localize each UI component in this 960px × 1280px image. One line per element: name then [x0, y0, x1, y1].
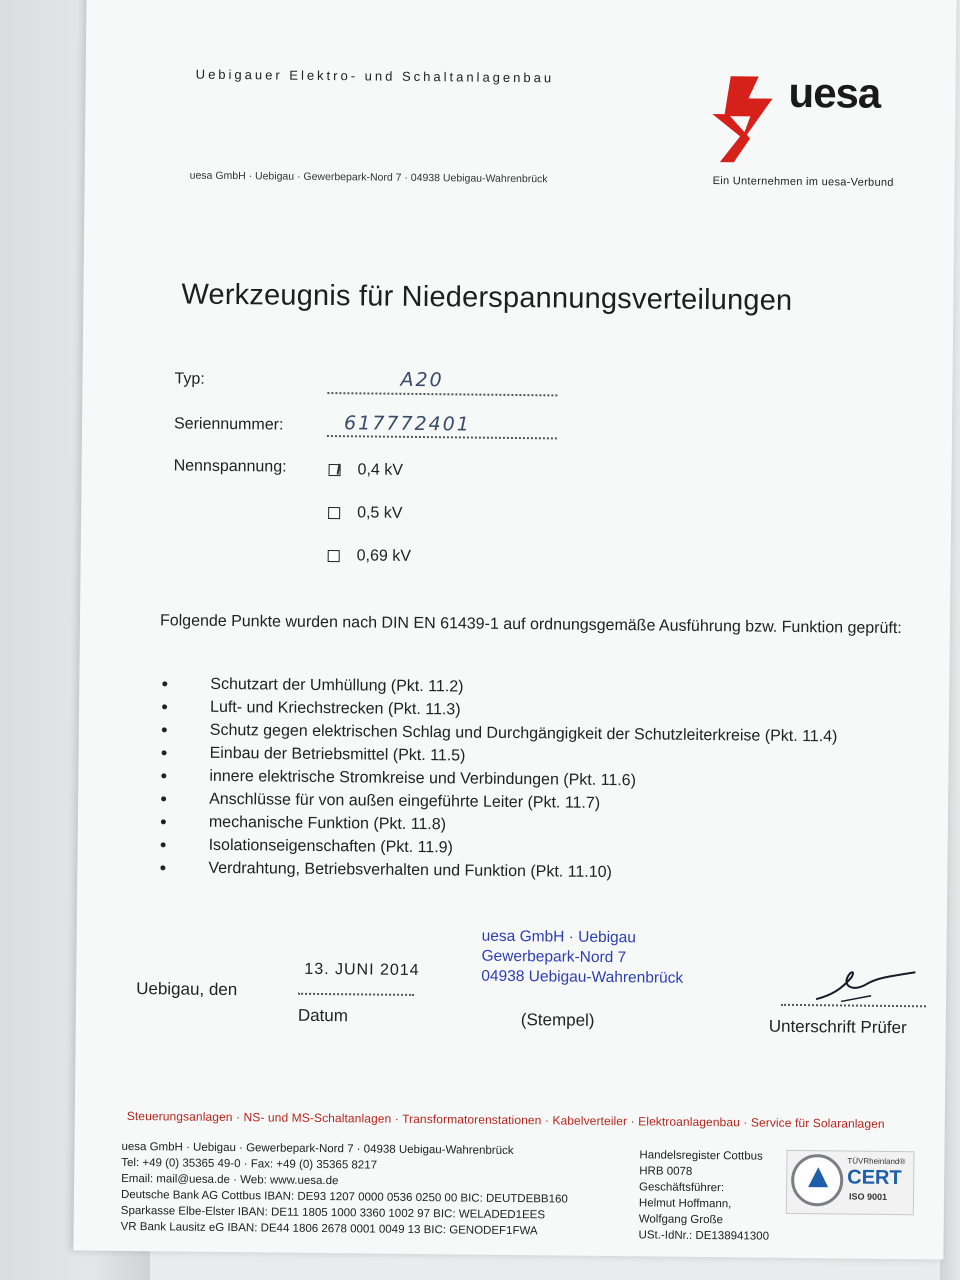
date-stamp: 13. JUNI 2014 [304, 960, 420, 980]
voltage-checkbox-04[interactable] [329, 464, 341, 476]
cert-title: CERT [847, 1166, 902, 1190]
checklist-item: Luft- und Kriechstrecken (Pkt. 11.3) [154, 697, 924, 728]
place-label: Uebigau, den [136, 979, 238, 1000]
stamp-line: uesa GmbH · Uebigau [481, 927, 637, 947]
footer-line: Helmut Hoffmann, [638, 1197, 732, 1211]
typ-label: Typ: [174, 370, 205, 388]
checklist-item: innere elektrische Stromkreise und Verbindungen (Pkt. 11.6) [153, 766, 923, 797]
checklist-item: Isolationseigenschaften (Pkt. 11.9) [153, 835, 923, 866]
footer-line: Email: mail@uesa.de · Web: www.uesa.de [121, 1172, 339, 1188]
voltage-option-05: 0,5 kV [357, 504, 403, 522]
footer-line: Wolfgang Große [638, 1213, 723, 1227]
inspection-intro: Folgende Punkte wurden nach DIN EN 61439-1 auf ordnungsgemäße Ausführung bzw. Funktion geprüft: [159, 612, 902, 638]
typ-value: A20 [400, 368, 444, 392]
logo-mark-icon [710, 74, 791, 165]
typ-dotline [327, 392, 557, 396]
inspection-checklist [152, 674, 924, 889]
tuv-cert-badge [786, 1150, 915, 1215]
footer-line: Deutsche Bank AG Cottbus IBAN: DE93 1207 0000 0536 0250 00 BIC: DEUTDEBB160 [120, 1188, 568, 1206]
footer-line: HRB 0078 [639, 1165, 693, 1178]
serial-label: Seriennummer: [173, 415, 284, 434]
footer-registry [639, 1147, 770, 1244]
document-page [73, 0, 956, 1260]
serial-value: 617772401 [343, 412, 471, 436]
footer-line: Geschäftsführer: [639, 1181, 725, 1195]
voltage-checkbox-069[interactable] [328, 550, 340, 562]
footer-line: uesa GmbH · Uebigau · Gewerbepark-Nord 7 · 04938 Uebigau-Wahrenbrück [121, 1140, 514, 1158]
date-dotline [298, 993, 414, 996]
stamp-label: (Stempel) [520, 1010, 595, 1030]
voltage-checkbox-05[interactable] [328, 507, 340, 519]
footer-line: Tel: +49 (0) 35365 49-0 · Fax: +49 (0) 35365 8217 [121, 1156, 378, 1172]
uesa-logo [710, 68, 911, 166]
checklist-item: Schutz gegen elektrischen Schlag und Durchgängigkeit der Schutzleiterkreise (Pkt. 11.4) [154, 720, 924, 751]
serial-dotline [327, 435, 557, 439]
signature-icon [811, 965, 921, 1006]
stamp-line: 04938 Uebigau-Wahrenbrück [481, 967, 684, 987]
cert-iso: ISO 9001 [848, 1191, 888, 1202]
footer-contact [121, 1139, 569, 1240]
date-label: Datum [297, 1005, 349, 1026]
services-line: Steuerungsanlagen · NS- und MS-Schaltanlagen · Transformatorenstationen · Kabelverteiler · Elektroanlagenbau · Service für Solaranlagen [126, 1108, 885, 1131]
company-address: uesa GmbH · Uebigau · Gewerbepark-Nord 7 · 04938 Uebigau-Wahrenbrück [189, 169, 548, 186]
checklist-item: Verdrahtung, Betriebsverhalten und Funktion (Pkt. 11.10) [152, 858, 922, 889]
footer-line: Handelsregister Cottbus [639, 1149, 763, 1163]
footer-line: VR Bank Lausitz eG IBAN: DE44 1806 2678 0001 0049 13 BIC: GENODEF1FWA [120, 1220, 538, 1238]
cert-brand: TÜVRheinland® [847, 1156, 906, 1167]
logo-text: uesa [788, 68, 881, 117]
signature-dotline [781, 1004, 926, 1008]
company-stamp [481, 927, 684, 989]
voltage-option-069: 0,69 kV [356, 547, 412, 565]
voltage-label: Nennspannung: [173, 457, 287, 476]
document-title: Werkzeugnis für Niederspannungsverteilungen [181, 278, 793, 317]
logo-subtitle: Ein Unternehmen im uesa-Verbund [712, 175, 894, 189]
signature-label: Unterschrift Prüfer [768, 1016, 907, 1038]
voltage-option-04: 0,4 kV [357, 461, 404, 479]
company-tagline: Uebigauer Elektro- und Schaltanlagenbau [195, 66, 555, 86]
checklist-item: Schutzart der Umhüllung (Pkt. 11.2) [154, 674, 924, 705]
checklist-item: Einbau der Betriebsmittel (Pkt. 11.5) [153, 743, 923, 774]
checklist-item: Anschlüsse für von außen eingeführte Leiter (Pkt. 11.7) [153, 789, 923, 820]
stamp-line: Gewerbepark-Nord 7 [481, 947, 627, 967]
checklist-item: mechanische Funktion (Pkt. 11.8) [153, 812, 923, 843]
footer-line: Sparkasse Elbe-Elster IBAN: DE11 1805 1000 3360 1002 97 BIC: WELADED1EES [120, 1204, 546, 1222]
tuv-seal-icon [791, 1154, 844, 1207]
footer-line: USt.-IdNr.: DE138941300 [638, 1229, 770, 1243]
